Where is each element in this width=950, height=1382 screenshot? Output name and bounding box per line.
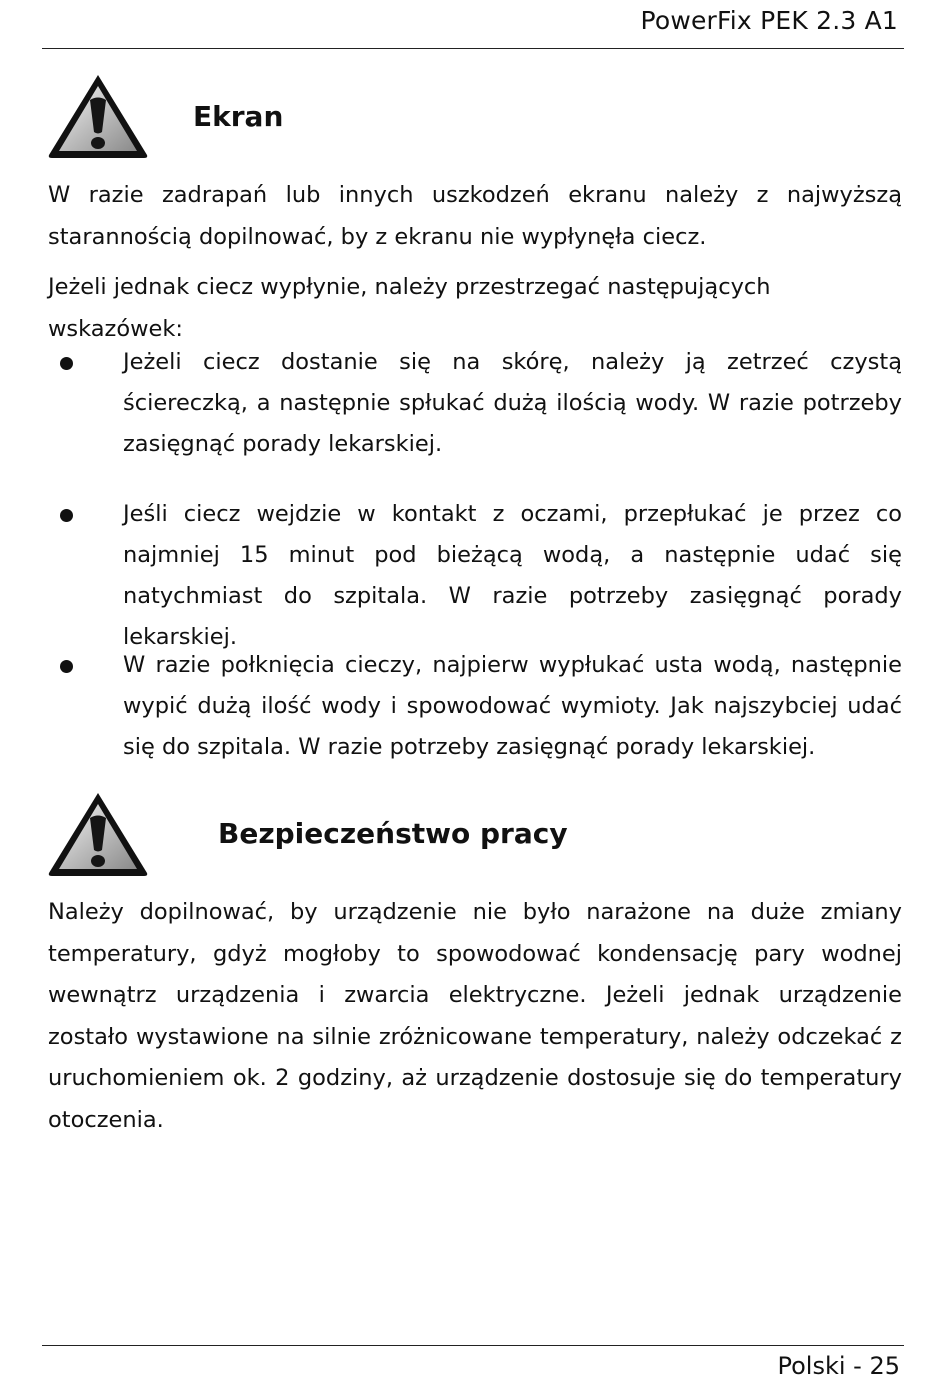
bullet-icon (60, 509, 73, 522)
header-rule (42, 48, 904, 49)
product-title: PowerFix PEK 2.3 A1 (640, 6, 898, 35)
bullet-icon (60, 357, 73, 370)
footer-rule (42, 1345, 904, 1346)
list-item-text: W razie połknięcia cieczy, najpierw wypłukać usta wodą, następnie wypić dużą ilość wody i spowodować wymioty. Jak najszybciej udać się do szpitala. W razie potrzeby zasięgnąć porady lekarskiej. (123, 652, 902, 760)
warning-triangle-icon (46, 790, 150, 878)
bullet-icon (60, 660, 73, 673)
warning-triangle-icon (46, 72, 150, 160)
section-heading-ekran: Ekran (193, 100, 284, 133)
bezpieczenstwo-paragraph-1: Należy dopilnować, by urządzenie nie było narażone na duże zmiany temperatury, gdyż mogłoby to spowodować kondensację pary wodnej wewnątrz urządzenia i zwarcia elektryczne. Jeżeli jednak urządzenie zostało wystawione na silnie zróżnicowane temperatury, należy odczekać z uruchomieniem ok. 2 godziny, aż urządzenie dostosuje się do temperatury otoczenia. (48, 899, 902, 1133)
page-number: Polski - 25 (777, 1352, 900, 1380)
section-heading-bezpieczenstwo-pracy: Bezpieczeństwo pracy (218, 817, 568, 850)
list-item-text: Jeśli ciecz wejdzie w kontakt z oczami, przepłukać je przez co najmniej 15 minut pod bieżącą wodą, a następnie udać się natychmiast do szpitala. W razie potrzeby zasięgnąć porady lekarskiej. (123, 501, 902, 650)
list-item-text: Jeżeli ciecz dostanie się na skórę, należy ją zetrzeć czystą ściereczką, a następnie spłukać dużą ilością wody. W razie potrzeby zasięgnąć porady lekarskiej. (123, 349, 902, 457)
ekran-paragraph-1: W razie zadrapań lub innych uszkodzeń ekranu należy z najwyższą starannością dopilnować, by z ekranu nie wypłynęła ciecz. (48, 182, 902, 250)
ekran-paragraph-2: Jeżeli jednak ciecz wypłynie, należy przestrzegać następujących wskazówek: (48, 274, 771, 342)
